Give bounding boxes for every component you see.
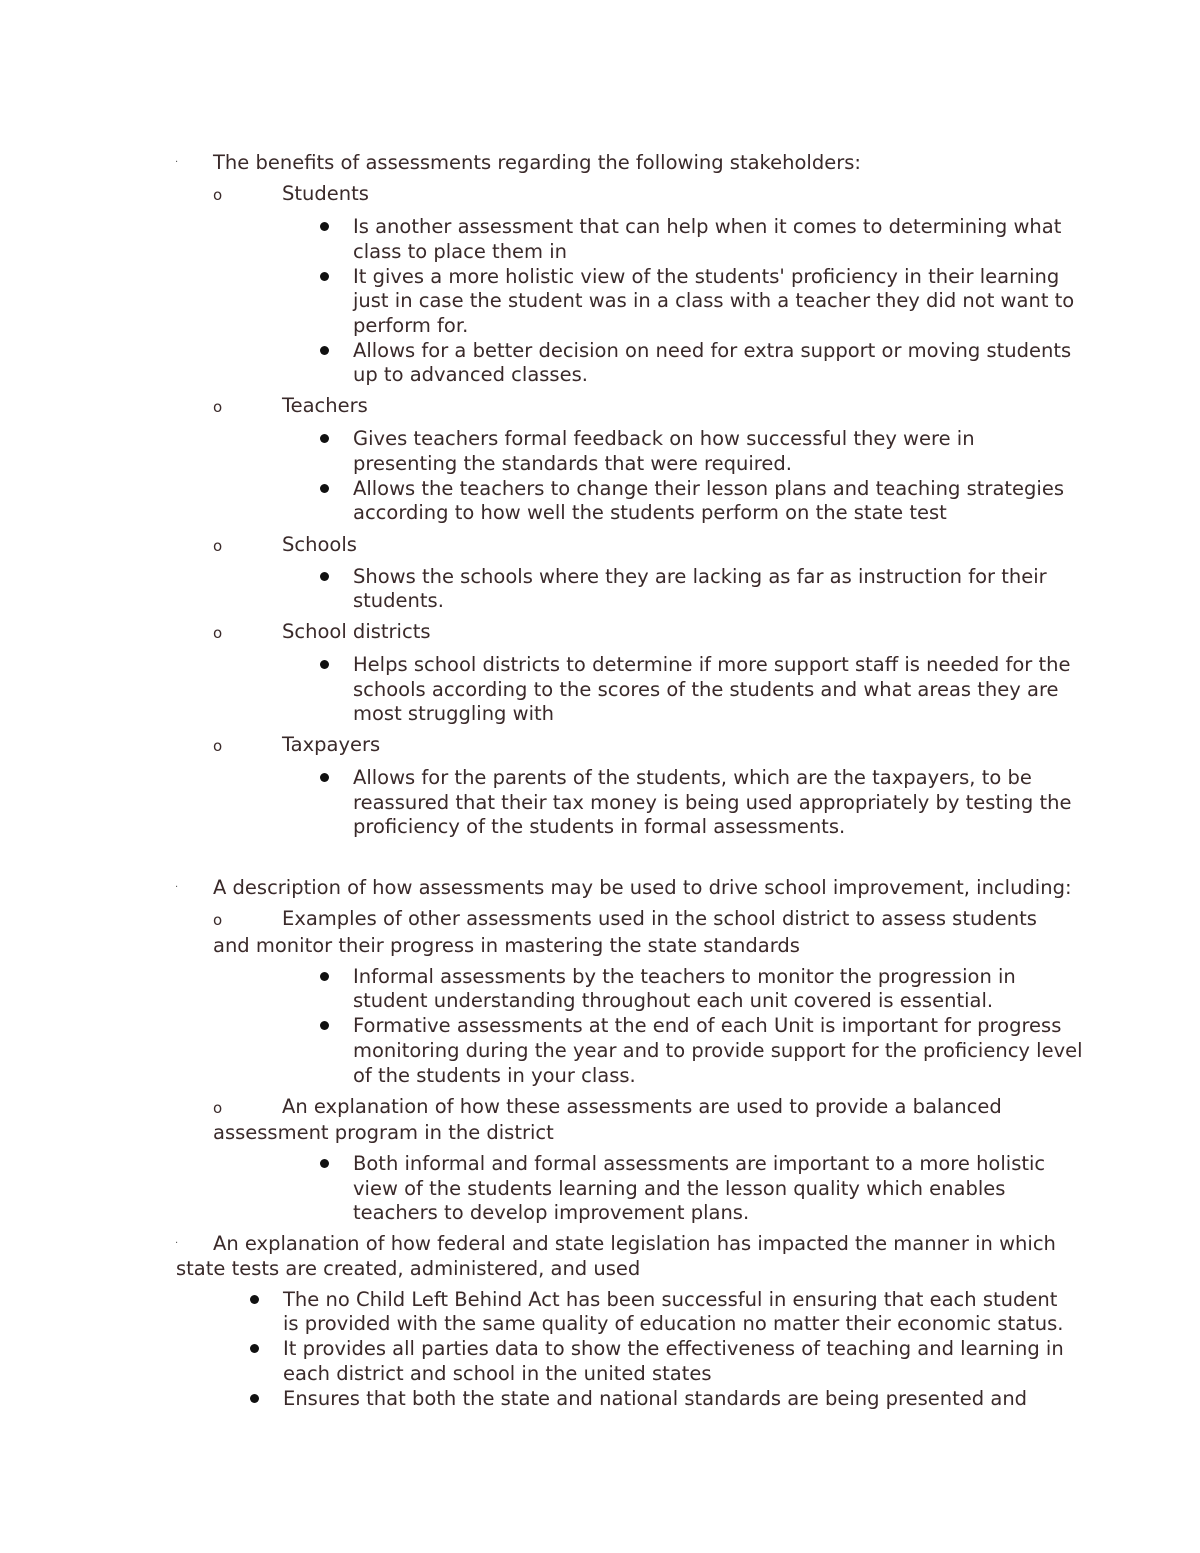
explanation-bullet-1-line-3: teachers to develop improvement plans. <box>353 1201 750 1224</box>
teachers-label: Teachers <box>282 394 368 417</box>
students-bullet-2-line-2: just in case the student was in a class with a teacher they did not want to <box>353 289 1075 312</box>
explanation-bullet-1-line-1: Both informal and formal assessments are important to a more holistic <box>353 1152 1046 1175</box>
legislation-bullet-3-line-1: Ensures that both the state and national standards are being presented and <box>283 1387 1028 1410</box>
bullet-icon <box>250 1295 259 1304</box>
schools-marker: o <box>213 537 223 555</box>
legislation-bullet-1-line-1: The no Child Left Behind Act has been successful in ensuring that each student <box>283 1288 1058 1311</box>
students-bullet-2-line-1: It gives a more holistic view of the students' proficiency in their learning <box>353 265 1060 288</box>
bullet-icon <box>320 434 329 443</box>
students-bullet-1-line-1: Is another assessment that can help when it comes to determining what <box>353 215 1062 238</box>
explanation-marker: o <box>213 1099 223 1117</box>
students-bullet-3-line-2: up to advanced classes. <box>353 363 588 386</box>
districts-bullet-1-line-1: Helps school districts to determine if more support staff is needed for the <box>353 653 1071 676</box>
bullet-icon <box>320 773 329 782</box>
examples-label-line-2: and monitor their progress in mastering the state standards <box>213 934 800 957</box>
students-marker: o <box>213 186 223 204</box>
bullet-icon <box>320 972 329 981</box>
schools-label: Schools <box>282 533 357 556</box>
teachers-marker: o <box>213 398 223 416</box>
bullet-icon <box>320 572 329 581</box>
examples-marker: o <box>213 911 223 929</box>
taxpayers-label: Taxpayers <box>282 733 381 756</box>
districts-marker: o <box>213 624 223 642</box>
legislation-bullet-2-line-1: It provides all parties data to show the effectiveness of teaching and learning in <box>283 1337 1064 1360</box>
legislation-bullet-2-line-2: each district and school in the united states <box>283 1362 712 1385</box>
section-3-heading-line-2: state tests are created, administered, and used <box>176 1257 641 1280</box>
explanation-label-line-2: assessment program in the district <box>213 1121 554 1144</box>
examples-bullet-1-line-1: Informal assessments by the teachers to monitor the progression in <box>353 965 1016 988</box>
bullet-icon <box>320 272 329 281</box>
examples-bullet-2-line-1: Formative assessments at the end of each Unit is important for progress <box>353 1014 1062 1037</box>
districts-label: School districts <box>282 620 431 643</box>
examples-bullet-1-line-2: student understanding throughout each unit covered is essential. <box>353 989 994 1012</box>
teachers-bullet-1-line-1: Gives teachers formal feedback on how successful they were in <box>353 427 975 450</box>
bullet-icon <box>320 346 329 355</box>
districts-bullet-1-line-2: schools according to the scores of the students and what areas they are <box>353 678 1059 701</box>
bullet-icon <box>250 1344 259 1353</box>
teachers-bullet-1-line-2: presenting the standards that were required. <box>353 452 792 475</box>
examples-bullet-2-line-2: monitoring during the year and to provide support for the proficiency level <box>353 1039 1083 1062</box>
teachers-bullet-2-line-1: Allows the teachers to change their lesson plans and teaching strategies <box>353 477 1064 500</box>
taxpayers-marker: o <box>213 737 223 755</box>
bullet-icon <box>320 660 329 669</box>
schools-bullet-1-line-2: students. <box>353 589 444 612</box>
taxpayers-bullet-1-line-3: proficiency of the students in formal assessments. <box>353 815 846 838</box>
bullet-icon <box>250 1394 259 1403</box>
students-label: Students <box>282 182 369 205</box>
bullet-icon <box>320 484 329 493</box>
section-2-heading: A description of how assessments may be used to drive school improvement, including: <box>213 876 1072 899</box>
schools-bullet-1-line-1: Shows the schools where they are lacking as far as instruction for their <box>353 565 1047 588</box>
taxpayers-bullet-1-line-1: Allows for the parents of the students, which are the taxpayers, to be <box>353 766 1032 789</box>
bullet-icon <box>320 222 329 231</box>
legislation-bullet-1-line-2: is provided with the same quality of education no matter their economic status. <box>283 1312 1064 1335</box>
students-bullet-2-line-3: perform for. <box>353 314 469 337</box>
taxpayers-bullet-1-line-2: reassured that their tax money is being used appropriately by testing the <box>353 791 1072 814</box>
students-bullet-1-line-2: class to place them in <box>353 240 568 263</box>
teachers-bullet-2-line-2: according to how well the students perform on the state test <box>353 501 947 524</box>
examples-label-line-1: Examples of other assessments used in the school district to assess students <box>282 907 1037 930</box>
districts-bullet-1-line-3: most struggling with <box>353 702 555 725</box>
section-1-marker: · <box>175 157 179 168</box>
bullet-icon <box>320 1021 329 1030</box>
section-3-heading-line-1: An explanation of how federal and state legislation has impacted the manner in which <box>213 1232 1056 1255</box>
section-1-heading: The benefits of assessments regarding the following stakeholders: <box>213 151 861 174</box>
explanation-bullet-1-line-2: view of the students learning and the lesson quality which enables <box>353 1177 1006 1200</box>
section-3-marker: · <box>175 1238 179 1249</box>
bullet-icon <box>320 1159 329 1168</box>
examples-bullet-2-line-3: of the students in your class. <box>353 1064 636 1087</box>
students-bullet-3-line-1: Allows for a better decision on need for extra support or moving students <box>353 339 1072 362</box>
explanation-label-line-1: An explanation of how these assessments are used to provide a balanced <box>282 1095 1002 1118</box>
section-2-marker: · <box>175 882 179 893</box>
